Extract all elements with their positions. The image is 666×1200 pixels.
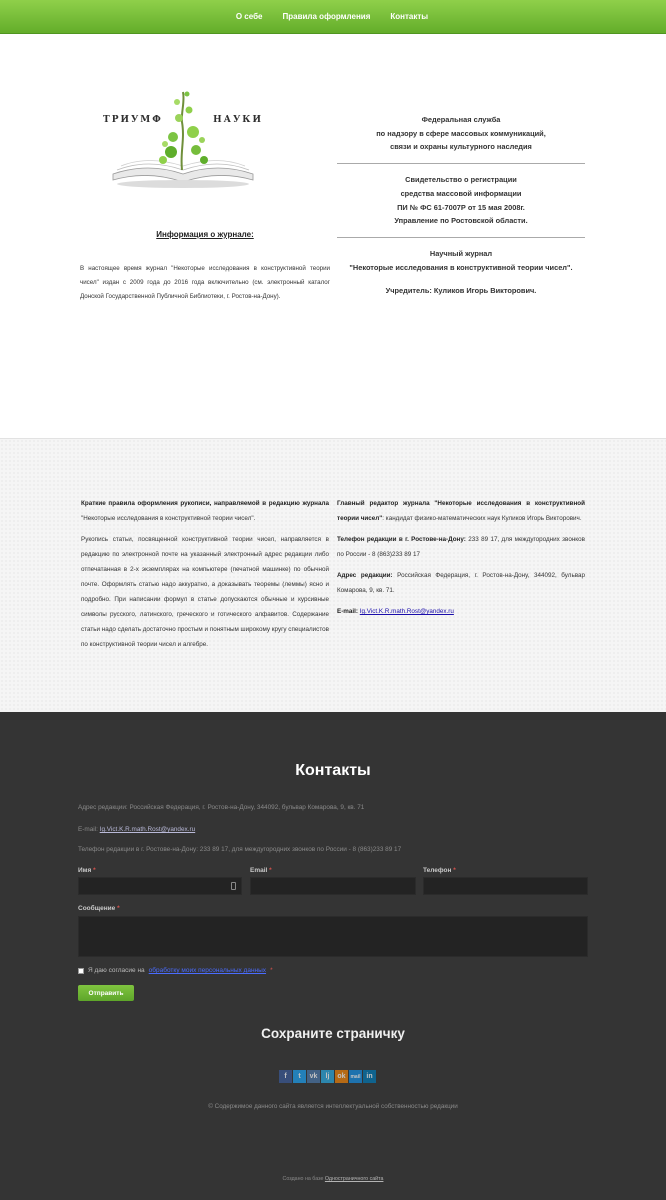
contacts-phone: Телефон редакции в г. Ростове-на-Дону: 233 89 17, для междугородних звонков по России - 8 (863)233 89 17: [78, 846, 402, 853]
editorial-column: [337, 496, 585, 625]
top-nav: [0, 0, 666, 34]
logo-word-left: ТРИУМФ: [103, 115, 163, 125]
certificate-block: Свидетельство о регистрации средства массовой информации ПИ № ФС 61-7007Р от 15 мая 2008г. Управление по Ростовской области.: [394, 175, 528, 226]
mail-ru-icon[interactable]: mail: [349, 1070, 362, 1083]
journal-name-block: Научный журнал "Некоторые исследования в конструктивной теории чисел".: [349, 248, 573, 272]
copyright-text: © Содержимое данного сайта является интеллектуальной собственностью редакции: [208, 1103, 458, 1110]
phone-label: Телефон *: [423, 867, 456, 874]
divider: [337, 163, 585, 164]
editorial-email: E-mail: Ig.Vict.K.R.math.Rost@yandex.ru: [337, 608, 454, 615]
linkedin-icon[interactable]: in: [363, 1070, 376, 1083]
editorial-email-link[interactable]: Ig.Vict.K.R.math.Rost@yandex.ru: [359, 608, 454, 615]
founder-text: Учредитель: Куликов Игорь Викторович.: [385, 286, 537, 296]
nav-item-contacts[interactable]: Контакты: [390, 12, 429, 21]
made-with-link[interactable]: Одностраничного сайта: [324, 1176, 384, 1182]
name-input[interactable]: [78, 877, 242, 895]
made-with: Создано на базе Одностраничного сайта: [282, 1176, 384, 1182]
journal-logo: [103, 82, 263, 194]
livejournal-icon[interactable]: lj: [321, 1070, 334, 1083]
contacts-title: Контакты: [295, 762, 371, 779]
editorial-address: Адрес редакции: Российская Федерация, г. Ростов-на-Дону, 344092, бульвар Комарова, 9, кв. 71.: [337, 572, 586, 594]
twitter-icon[interactable]: t: [293, 1070, 306, 1083]
consent-row: Я даю согласие на обработку моих персональных данных *: [78, 967, 273, 974]
rules-column: [81, 496, 329, 658]
editorial-phone: Телефон редакции в г. Ростове-на-Дону: 233 89 17, для междугородних звонков по России - 8 (863)233 89 17: [337, 536, 585, 558]
consent-link[interactable]: обработку моих персональных данных: [148, 967, 267, 974]
vk-icon[interactable]: vk: [307, 1070, 320, 1083]
rules-section: [0, 438, 666, 712]
nav-item-about[interactable]: О себе: [235, 12, 263, 21]
phone-input[interactable]: [423, 877, 588, 895]
journal-info-title: Информация о журнале:: [156, 230, 254, 239]
message-label: Сообщение *: [78, 905, 120, 912]
registration-block: [337, 113, 585, 295]
email-input[interactable]: [250, 877, 416, 895]
facebook-icon[interactable]: f: [279, 1070, 292, 1083]
email-label: Email *: [250, 867, 272, 874]
contacts-address: Адрес редакции: Российская Федерация, г. Ростов-на-Дону, 344092, бульвар Комарова, 9, кв. 71: [78, 804, 365, 811]
journal-section: [0, 34, 666, 438]
consent-checkbox[interactable]: [78, 968, 84, 974]
contact-card-icon: [231, 882, 236, 890]
rules-heading: Краткие правила оформления рукописи, направляемой в редакцию журнала "Некоторые исследования в конструктивной теории чисел".: [81, 500, 329, 522]
contacts-email: E-mail: Ig.Vict.K.R.math.Rost@yandex.ru: [78, 826, 196, 833]
rules-body: Рукопись статьи, посвященной конструктивной теории чисел, направляется в редакцию по электронной почте на указанный электронный адрес редакции либо отпечатанная в 2-х экземплярах на компьютере (печатной машинке) по обычной почте. Оформлять статью надо аккуратно, а доказывать теоремы (леммы) ясно и подробно. При написании формул в статье допускаются обычные и курсивные символы русского, латинского, греческого и готического алфавитов. Содержание статьи надо сделать достаточно простым и понятным широкому кругу специалистов по конструктивной теории чисел и алгебре.: [81, 536, 329, 648]
message-textarea[interactable]: [78, 916, 588, 957]
nav-item-rules[interactable]: Правила оформления: [282, 12, 371, 21]
save-page-title: Сохраните страничку: [261, 1026, 405, 1041]
contacts-email-link[interactable]: Ig.Vict.K.R.math.Rost@yandex.ru: [99, 826, 196, 833]
book-tree-icon: [103, 82, 263, 194]
odnoklassniki-icon[interactable]: ok: [335, 1070, 348, 1083]
journal-info-text: В настоящее время журнал "Некоторые исследования в конструктивной теории чисел" издан с 2009 года до 2016 года включительно (см. электронный каталог Донской Государственной Публичной Библиотеки, г. Ростов-на-Дону).: [80, 265, 330, 300]
submit-button[interactable]: Отправить: [78, 985, 134, 1001]
service-block: Федеральная служба по надзору в сфере массовых коммуникаций, связи и охраны культурного наследия: [376, 115, 546, 152]
logo-word-right: НАУКИ: [213, 115, 263, 125]
logo-wordmark: [103, 115, 263, 125]
name-label: Имя *: [78, 867, 96, 874]
social-share-bar: [279, 1070, 376, 1083]
editor-info: Главный редактор журнала "Некоторые исследования в конструктивной теории чисел": кандидат физико-математических наук Куликов Игорь Викторович.: [337, 500, 585, 522]
divider: [337, 237, 585, 238]
